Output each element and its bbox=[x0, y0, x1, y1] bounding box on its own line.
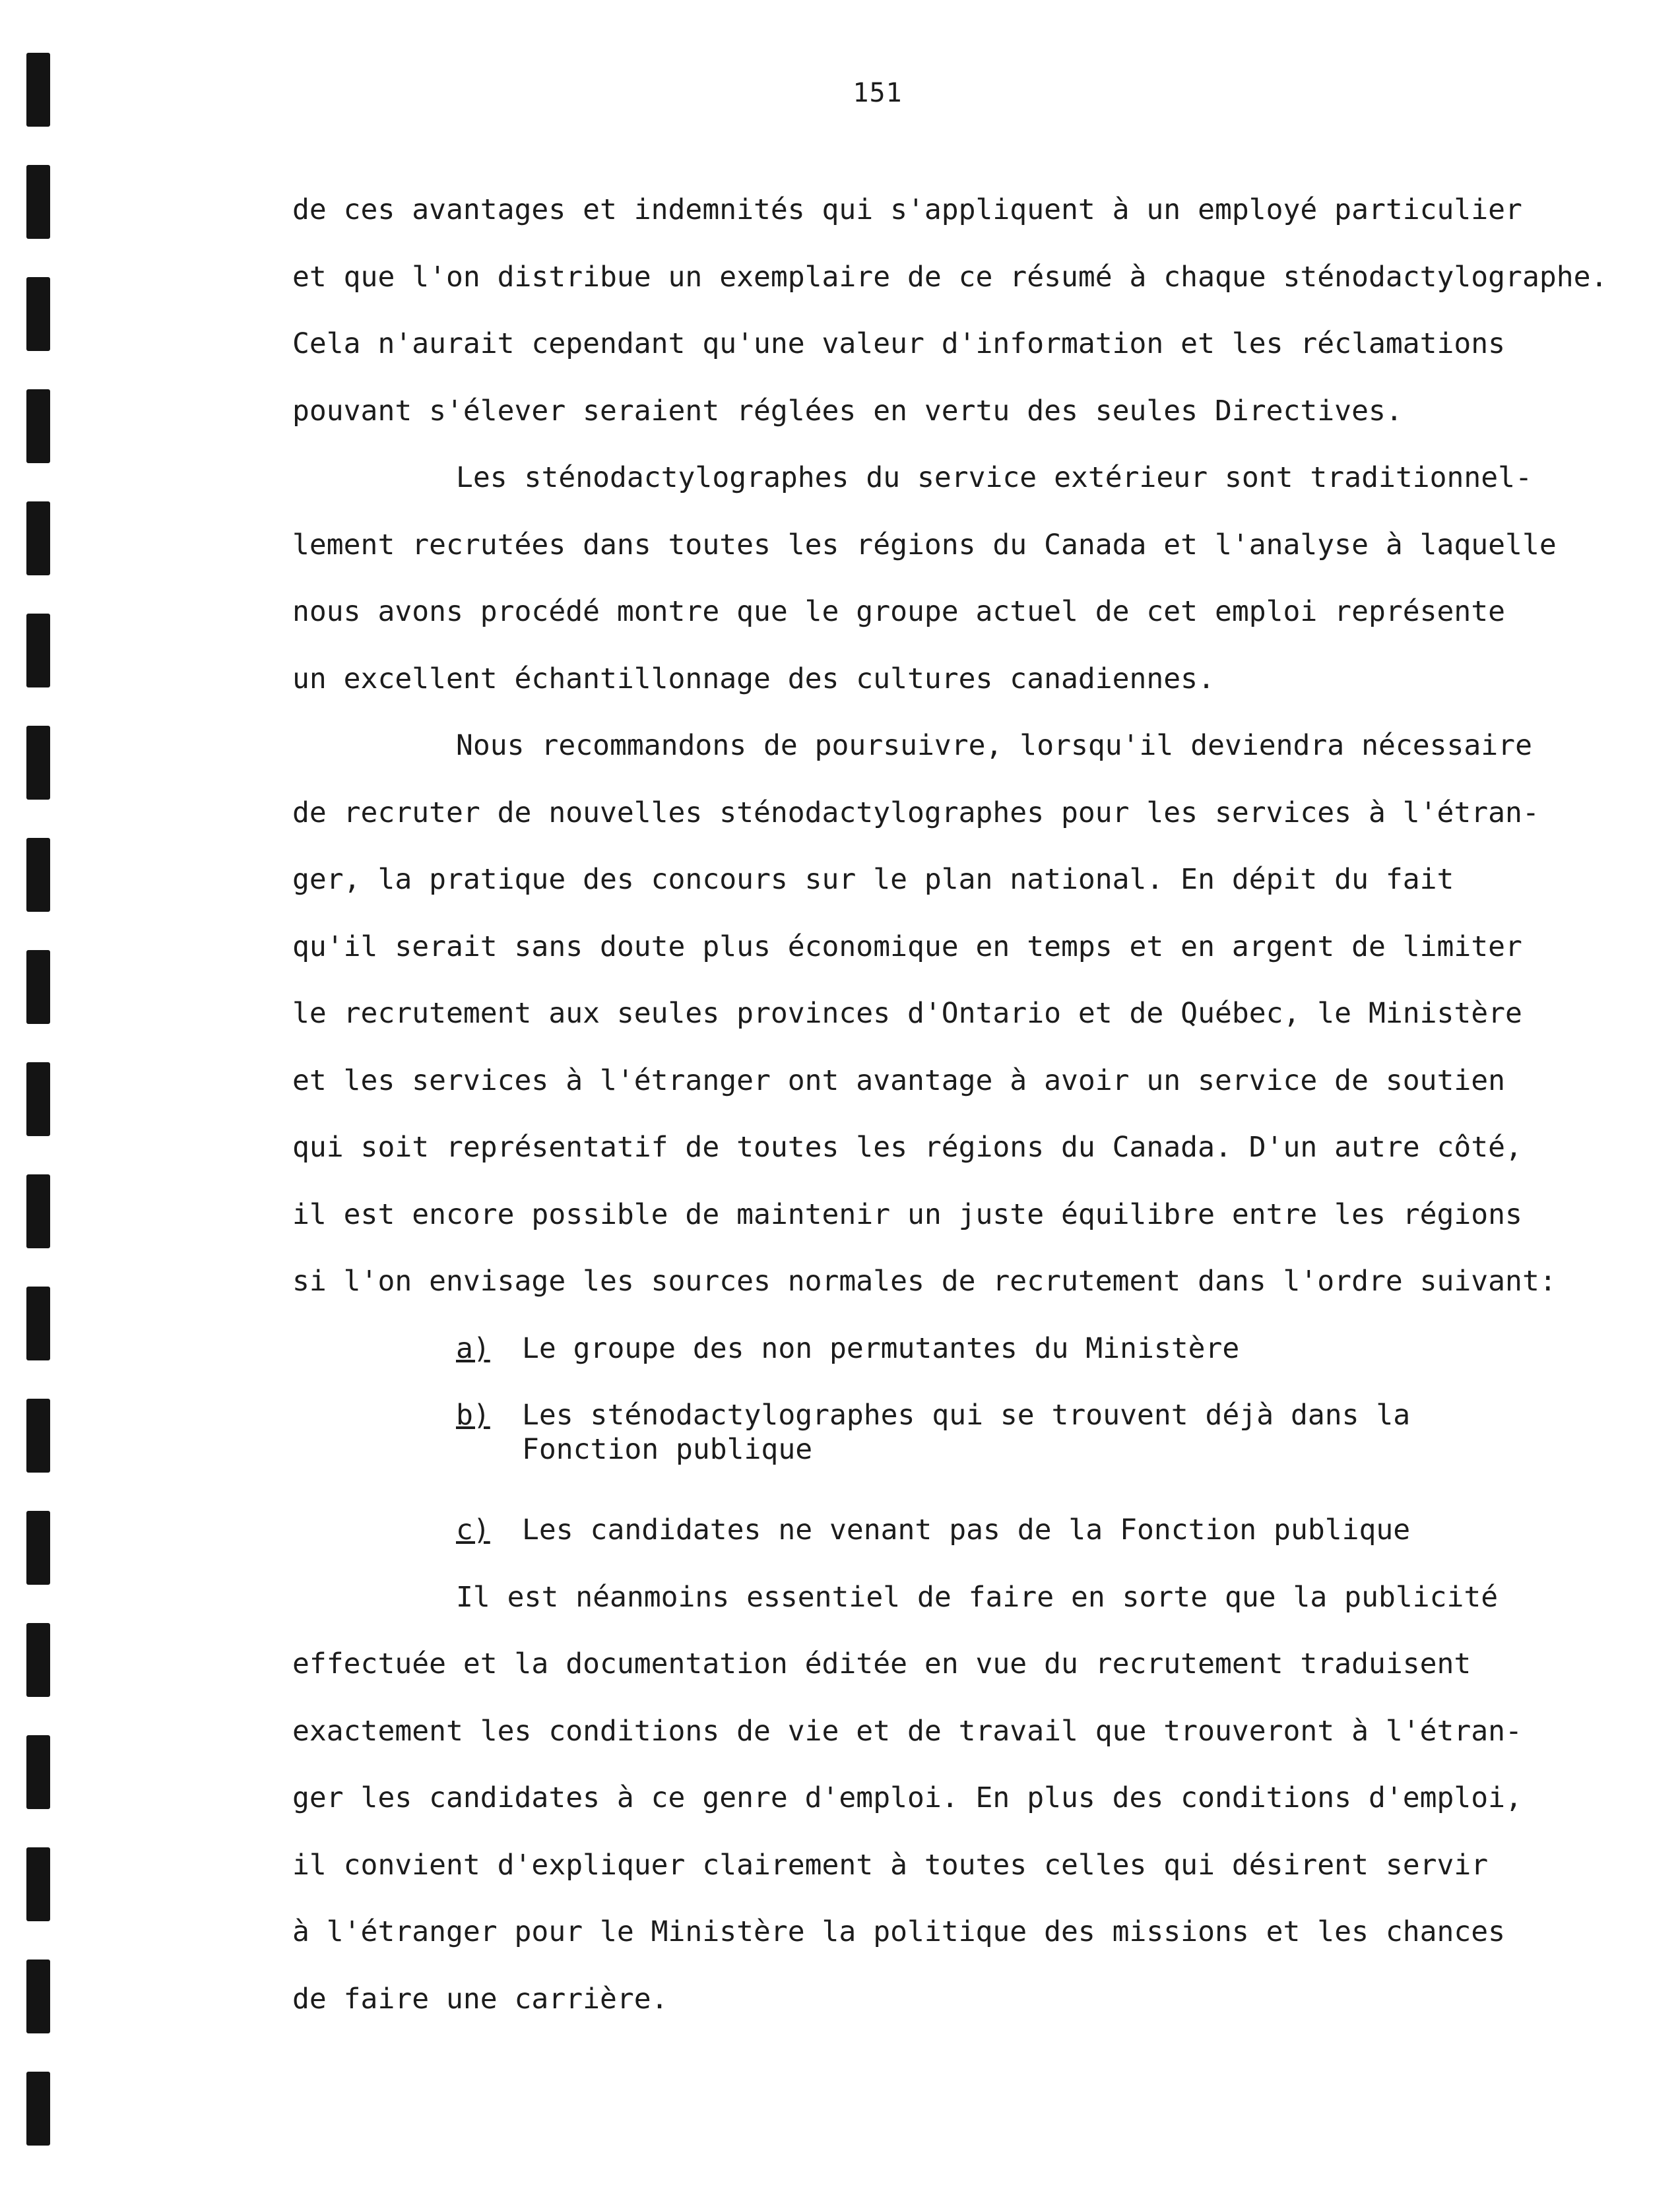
text-line: pouvant s'élever seraient réglées en vertu des seules Directives. bbox=[292, 394, 1403, 428]
list-item-text: Les sténodactylographes qui se trouvent déjà dans la bbox=[522, 1399, 1411, 1432]
paragraph-4 bbox=[292, 1564, 1625, 2033]
paragraph-3 bbox=[292, 713, 1625, 1316]
text-line: effectuée et la documentation éditée en vue du recrutement traduisent bbox=[292, 1647, 1471, 1680]
text-line: et que l'on distribue un exemplaire de ce résumé à chaque sténodactylographe. bbox=[292, 260, 1608, 294]
text-line: exactement les conditions de vie et de travail que trouveront à l'étran- bbox=[292, 1714, 1522, 1748]
text-line: ger les candidates à ce genre d'emploi. En plus des conditions d'emploi, bbox=[292, 1781, 1522, 1814]
text-line: Les sténodactylographes du service extérieur sont traditionnel- bbox=[456, 461, 1532, 494]
binder-mark bbox=[26, 165, 50, 239]
list-item-text: Le groupe des non permutantes du Ministère bbox=[522, 1331, 1240, 1365]
list-item-letter: a) bbox=[456, 1331, 490, 1365]
list-item-text: Fonction publique bbox=[522, 1433, 813, 1466]
text-line: ger, la pratique des concours sur le plan national. En dépit du fait bbox=[292, 863, 1454, 896]
list-item-letter: b) bbox=[456, 1399, 490, 1432]
body-text bbox=[292, 177, 1625, 2033]
binder-mark bbox=[26, 1735, 50, 1809]
page-number: 151 bbox=[853, 78, 903, 108]
list-item bbox=[292, 1316, 1625, 1383]
binder-mark bbox=[26, 838, 50, 912]
binder-mark bbox=[26, 614, 50, 687]
text-line: de ces avantages et indemnités qui s'appliquent à un employé particulier bbox=[292, 193, 1522, 226]
binder-mark bbox=[26, 1847, 50, 1921]
binder-mark bbox=[26, 53, 50, 127]
text-line: un excellent échantillonnage des cultures canadiennes. bbox=[292, 662, 1215, 695]
text-line: lement recrutées dans toutes les régions du Canada et l'analyse à laquelle bbox=[292, 528, 1557, 561]
binder-mark bbox=[26, 1399, 50, 1473]
text-line: Nous recommandons de poursuivre, lorsqu'il deviendra nécessaire bbox=[456, 729, 1532, 762]
list-item bbox=[292, 1382, 1625, 1497]
paragraph-2 bbox=[292, 445, 1625, 713]
binder-mark bbox=[26, 1174, 50, 1248]
binder-mark bbox=[26, 1287, 50, 1360]
list-item-letter: c) bbox=[456, 1514, 490, 1546]
text-line: si l'on envisage les sources normales de recrutement dans l'ordre suivant: bbox=[292, 1265, 1557, 1298]
text-line: il est encore possible de maintenir un juste équilibre entre les régions bbox=[292, 1197, 1522, 1231]
recruitment-sources-list bbox=[292, 1316, 1625, 1564]
binder-mark bbox=[26, 1960, 50, 2033]
paragraph-1 bbox=[292, 177, 1625, 445]
binder-mark bbox=[26, 2072, 50, 2146]
binder-mark bbox=[26, 1511, 50, 1585]
binder-mark bbox=[26, 726, 50, 800]
list-item bbox=[292, 1497, 1625, 1564]
text-line: de faire une carrière. bbox=[292, 1982, 668, 2016]
text-line: Cela n'aurait cependant qu'une valeur d'information et les réclamations bbox=[292, 327, 1506, 360]
text-line: et les services à l'étranger ont avantage à avoir un service de soutien bbox=[292, 1064, 1506, 1097]
list-item-text: Les candidates ne venant pas de la Fonction publique bbox=[522, 1514, 1411, 1546]
binder-mark bbox=[26, 389, 50, 463]
binder-mark bbox=[26, 950, 50, 1024]
text-line: qui soit représentatif de toutes les régions du Canada. D'un autre côté, bbox=[292, 1131, 1522, 1164]
text-line: le recrutement aux seules provinces d'Ontario et de Québec, le Ministère bbox=[292, 997, 1522, 1030]
text-line: qu'il serait sans doute plus économique en temps et en argent de limiter bbox=[292, 930, 1522, 963]
text-line: de recruter de nouvelles sténodactylographes pour les services à l'étran- bbox=[292, 796, 1539, 829]
text-line: il convient d'expliquer clairement à toutes celles qui désirent servir bbox=[292, 1848, 1489, 1882]
text-line: à l'étranger pour le Ministère la politique des missions et les chances bbox=[292, 1915, 1506, 1948]
binder-mark bbox=[26, 1062, 50, 1136]
binder-mark bbox=[26, 501, 50, 575]
binder-margin-marks bbox=[26, 53, 53, 2184]
text-line: nous avons procédé montre que le groupe actuel de cet emploi représente bbox=[292, 595, 1506, 628]
binder-mark bbox=[26, 277, 50, 351]
text-line: Il est néanmoins essentiel de faire en sorte que la publicité bbox=[456, 1580, 1499, 1614]
binder-mark bbox=[26, 1623, 50, 1697]
